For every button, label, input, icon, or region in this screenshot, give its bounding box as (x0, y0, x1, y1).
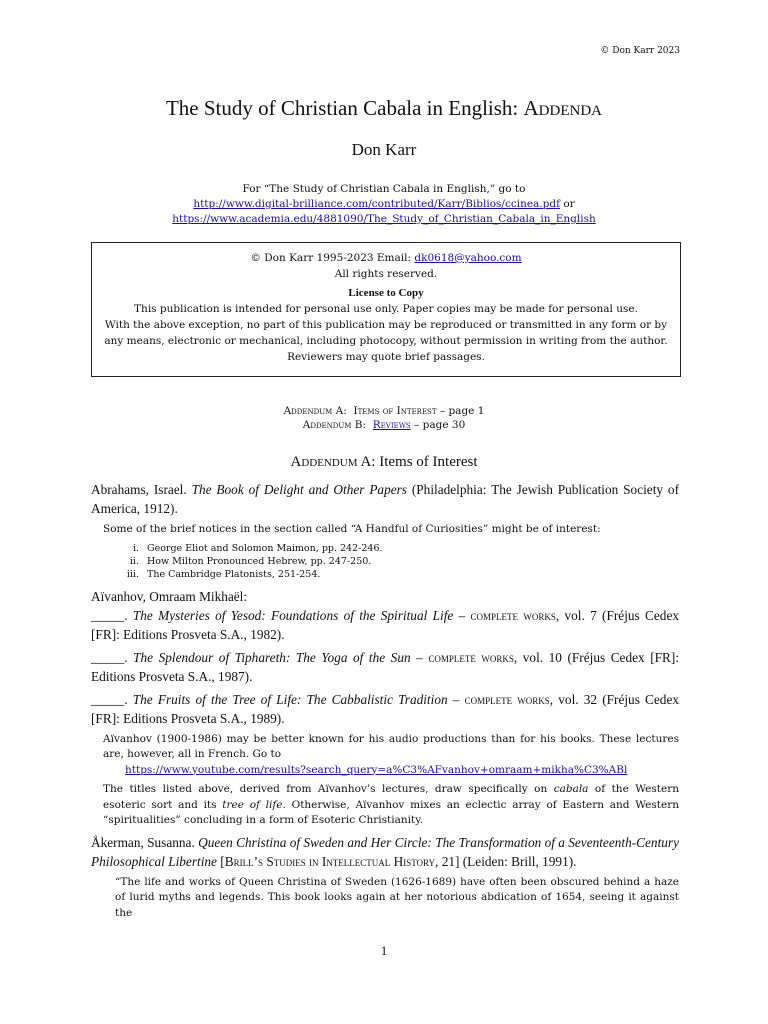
list-item: ii. How Milton Pronounced Hebrew, pp. 247-250. (129, 555, 372, 567)
academia-link[interactable]: https://www.academia.edu/4881090/The_Study_of_Christian_Cabala_in_English (172, 213, 596, 225)
license-line-1: This publication is intended for personal use only. Paper copies may be made for personal use. (134, 303, 638, 315)
toc-a-page: – page 1 (436, 405, 485, 417)
entry-publication: (Philadelphia: The Jewish Publication Society of America, 1912). (91, 482, 679, 516)
section-title: : Items of Interest (371, 454, 478, 470)
list-item: i. George Eliot and Solomon Maimon, pp. 242-246. (132, 542, 383, 554)
title-addenda: Addenda (523, 96, 603, 120)
youtube-link[interactable]: https://www.youtube.com/results?search_query=a%C3%AFvanhov+omraam+mikha%C3%ABl (125, 763, 628, 776)
box-copyright: © Don Karr 1995-2023 Email: (250, 252, 415, 264)
rights-text: All rights reserved. (334, 268, 438, 280)
bibliography (91, 480, 679, 925)
entry-abrahams (91, 480, 679, 518)
intro-line: For “The Study of Christian Cabala in English,” go to (242, 183, 526, 195)
aivanhov-note-1: Aïvanhov (1900-1986) may be better known for his audio productions than for his books. These lectures are, however, all in French. Go to https://www.youtube.com/results?search_query=a%C3%AFvanhov+omraam+mikha%C3%ABl (103, 732, 679, 776)
table-of-contents (0, 404, 768, 432)
page-number: 1 (380, 943, 388, 958)
akerman-quote: “The life and works of Queen Christina of Sweden (1626-1689) have often been obscured behind a haze of lurid myths and legends. This book looks again at her notorious abdication of 1654, seeing it against the (115, 875, 679, 919)
abrahams-list (91, 542, 679, 581)
intro-block (0, 182, 768, 227)
toc-a-title: Items of Interest (353, 405, 437, 417)
abrahams-note: Some of the brief notices in the section called “A Handful of Curiosities” might be of interest: (103, 523, 601, 535)
entry-aivanhov-fruits: _____. The Fruits of the Tree of Life: The Cabbalistic Tradition – complete works, vol. 32 (Fréjus Cedex [FR]: Editions Prosveta S.A., 1989). (91, 691, 680, 726)
entry-author: Abrahams, Israel. (91, 482, 192, 497)
aivanhov-note-2: The titles listed above, derived from Aïvanhov’s lectures, draw specifically on cabala of the Western esoteric sort and its tree of life. Otherwise, Aïvanhov mixes an eclectic array of Eastern and Western “spiritualities” concluding in a form of Esoteric Christianity. (103, 783, 679, 826)
toc-a-label: Addendum A: (283, 405, 347, 417)
title-main: The Study of Christian Cabala in English: (165, 96, 524, 120)
license-line-3: any means, electronic or mechanical, including photocopy, without permission in writing from the author. (104, 335, 668, 347)
license-line-2: With the above exception, no part of this publication may be reproduced or transmitted in any form or by (104, 319, 668, 331)
toc-b-page: – page 30 (410, 419, 466, 431)
email-link[interactable]: dk0618@yahoo.com (414, 252, 522, 264)
list-item: iii. The Cambridge Platonists, 251-254. (126, 568, 321, 580)
digital-brilliance-link[interactable]: http://www.digital-brilliance.com/contributed/Karr/Biblios/ccinea.pdf (193, 198, 560, 210)
document-title (0, 96, 768, 121)
toc-b-reviews-link[interactable]: Reviews (372, 419, 411, 431)
entry-aivanhov-tiphareth: _____. The Splendour of Tiphareth: The Yoga of the Sun – complete works, vol. 10 (Fréjus Cedex [FR]: Editions Prosveta S.A., 1987). (91, 649, 680, 684)
author-name: Don Karr (351, 140, 417, 159)
entry-akerman: Åkerman, Susanna. Queen Christina of Sweden and Her Circle: The Transformation of a Seventeenth-Century Philosophical Libertine [Brill’s Studies in Intellectual History, 21] (Leiden: Brill, 1991). (91, 834, 679, 869)
header-copyright: © Don Karr 2023 (600, 46, 680, 56)
section-label: Addendum A (290, 454, 372, 470)
entry-aivanhov-yesod: _____. The Mysteries of Yesod: Foundations of the Spiritual Life – complete works, vol. 7 (Fréjus Cedex [FR]: Editions Prosveta S.A., 1982). (91, 607, 679, 642)
entry-title: The Book of Delight and Other Papers (191, 482, 407, 497)
intro-or: or (559, 198, 575, 210)
license-line-4: Reviewers may quote brief passages. (287, 351, 485, 363)
toc-b-label: Addendum B: (302, 419, 367, 431)
license-title: License to Copy (348, 287, 424, 299)
entry-aivanhov-author: Aïvanhov, Omraam Mikhaël: (91, 588, 248, 604)
license-box (91, 242, 681, 377)
section-heading (0, 454, 768, 471)
